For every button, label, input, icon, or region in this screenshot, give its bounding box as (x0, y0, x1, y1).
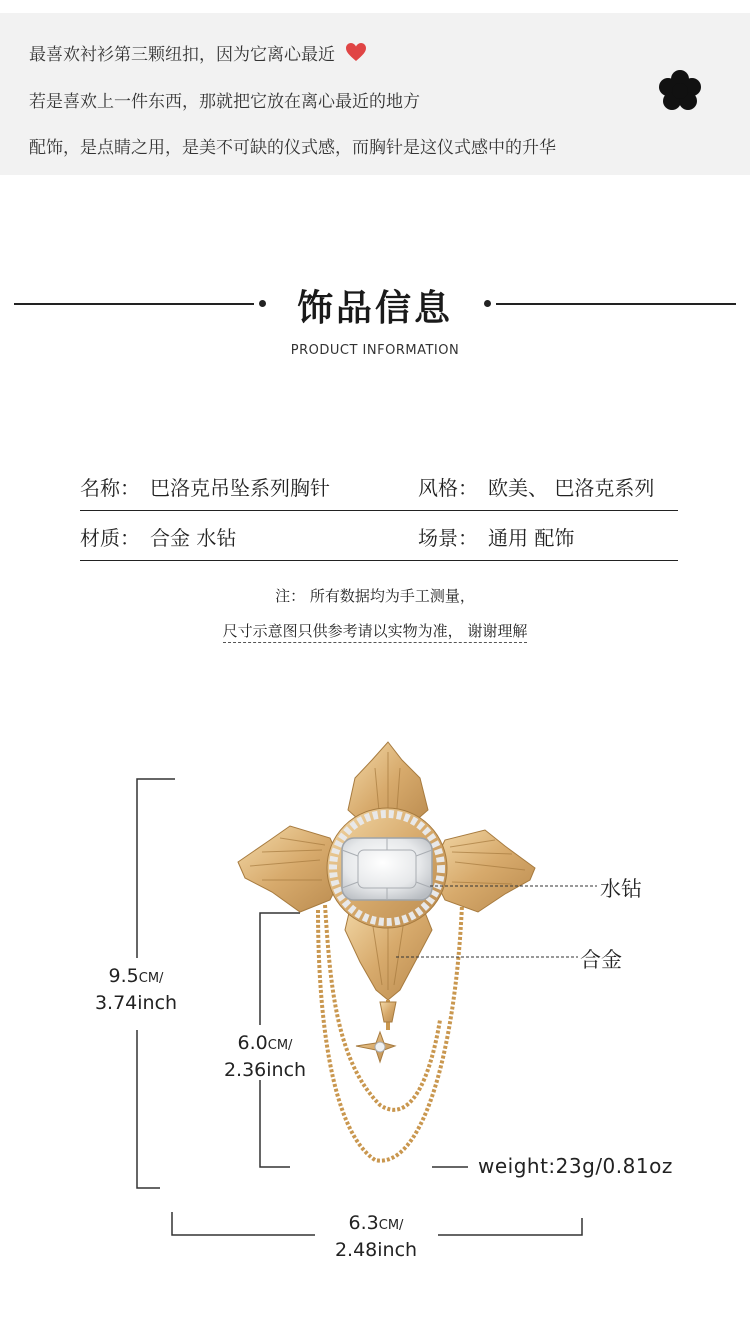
style-value: 欧美、 巴洛克系列 (488, 476, 655, 500)
chain-unit: CM/ (267, 1038, 293, 1053)
intro-line-3: 配饰，是点睛之用，是美不可缺的仪式感，而胸针是这仪式感中的升华 (29, 138, 556, 158)
title-rule-right (496, 303, 736, 305)
height-cm: 9.5 (108, 965, 139, 987)
intro-banner (0, 13, 750, 175)
name-value: 巴洛克吊坠系列胸针 (150, 476, 330, 500)
style-label: 风格： (418, 476, 478, 500)
name-label: 名称： (80, 476, 140, 500)
height-label (86, 964, 186, 1015)
info-name (80, 472, 330, 501)
note-text-2: 尺寸示意图只供参考请以实物为准， 谢谢理解 (223, 622, 528, 643)
info-style (418, 472, 654, 501)
flower-icon (656, 68, 704, 112)
section-title-row (0, 280, 750, 330)
width-cm: 6.3 (348, 1212, 379, 1234)
title-dot-right (484, 300, 491, 307)
intro-text-1: 最喜欢衬衫第三颗纽扣，因为它离心最近 (29, 45, 335, 65)
chain-inch: 2.36inch (223, 1059, 307, 1081)
info-scene (418, 522, 574, 551)
info-row-1 (80, 460, 678, 511)
rhinestone-callout: 水钻 (600, 877, 642, 901)
width-unit: CM/ (378, 1218, 404, 1233)
scene-label: 场景： (418, 526, 478, 550)
note-line-1: 注： 所有数据均为手工测量， (275, 587, 475, 605)
info-material (80, 522, 236, 551)
width-label (326, 1211, 426, 1262)
info-row-2 (80, 510, 678, 561)
star-pendant (356, 1000, 396, 1062)
section-title: 饰品信息 (296, 288, 453, 329)
intro-line-1 (29, 40, 367, 67)
weight-callout: weight:23g/0.81oz (478, 1154, 673, 1178)
intro-line-2: 若是喜欢上一件东西，那就把它放在离心最近的地方 (29, 92, 420, 112)
scene-value: 通用 配饰 (488, 526, 575, 550)
note-line-2 (0, 620, 750, 641)
section-subtitle: PRODUCT INFORMATION (290, 343, 460, 358)
chain-cm: 6.0 (237, 1032, 268, 1054)
material-label: 材质： (80, 526, 140, 550)
width-inch: 2.48inch (334, 1239, 418, 1261)
alloy-callout: 合金 (580, 948, 622, 972)
height-unit: CM/ (138, 971, 164, 986)
material-value: 合金 水钻 (150, 526, 237, 550)
chain-label (215, 1031, 315, 1082)
height-inch: 3.74inch (94, 992, 178, 1014)
heart-icon (345, 42, 367, 67)
